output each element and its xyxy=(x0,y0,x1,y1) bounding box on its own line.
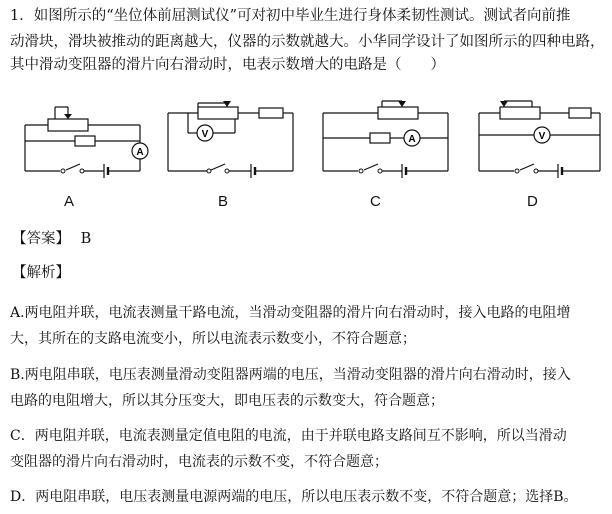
meter-symbol-c: A xyxy=(408,134,416,145)
fixed-resistor xyxy=(370,133,390,143)
circuit-diagram-b xyxy=(165,95,300,187)
rheostat xyxy=(48,119,88,131)
analysis-a-line-1: A.两电阻并联，电流表测量干路电流，当滑动变阻器的滑片向右滑动时，接入电路的电阻增 xyxy=(10,305,571,321)
analysis-c-line-2: 变阻器的滑片向右滑动时，电流表的示数不变，不符合题意； xyxy=(10,454,388,470)
analysis-a-line-2: 大，其所在的支路电流变小，所以电流表示数变小，不符合题意； xyxy=(10,331,416,347)
meter-symbol-b: V xyxy=(201,129,209,140)
analysis-d-line-1: D．两电阻串联，电压表测量电源两端的电压，所以电压表示数不变，不符合题意；选择B。 xyxy=(10,489,578,505)
fixed-resistor xyxy=(259,108,283,118)
answer-tag: 【答案】 xyxy=(12,231,70,247)
analysis-b-line-1: B.两电阻串联，电压表测量滑动变阻器两端的电压，当滑动变阻器的滑片向右滑动时，接入 xyxy=(10,367,571,383)
circuit-label-c: C xyxy=(370,193,381,210)
rheostat xyxy=(500,107,540,119)
answer-value: B xyxy=(80,231,92,247)
rheostat xyxy=(378,107,418,119)
question-line-1: 1．如图所示的“坐位体前屈测试仪”可对初中毕业生进行身体柔韧性测试。测试者向前推 xyxy=(10,8,571,24)
meter-symbol-a: A xyxy=(136,147,144,158)
answer-line xyxy=(12,229,91,249)
analysis-c-line-1: C．两电阻并联，电流表测量定值电阻的电流，由于并联电路支路间互不影响，所以当滑动 xyxy=(10,428,567,444)
meter-symbol-d: V xyxy=(538,131,546,142)
fixed-resistor xyxy=(569,108,591,118)
circuit-diagram-a xyxy=(22,95,152,187)
circuit-label-d: D xyxy=(527,193,538,210)
analysis-b-line-2: 电路的电阻增大，所以其分压变大，即电压表的示数变大，符合题意； xyxy=(10,393,444,409)
circuit-label-a: A xyxy=(64,193,75,210)
question-line-2: 动滑块，滑块被推动的距离越大，仪器的示数就越大。小华同学设计了如图所示的四种电路， xyxy=(10,34,605,50)
fixed-resistor xyxy=(75,136,95,146)
rheostat xyxy=(198,107,238,119)
circuit-diagram-c xyxy=(320,95,455,187)
circuit-diagram-d xyxy=(476,95,606,187)
question-line-3: 其中滑动变阻器的滑片向右滑动时，电表示数增大的电路是（ ） xyxy=(10,57,445,73)
analysis-tag: 【解析】 xyxy=(12,265,70,281)
circuit-label-b: B xyxy=(218,193,229,210)
